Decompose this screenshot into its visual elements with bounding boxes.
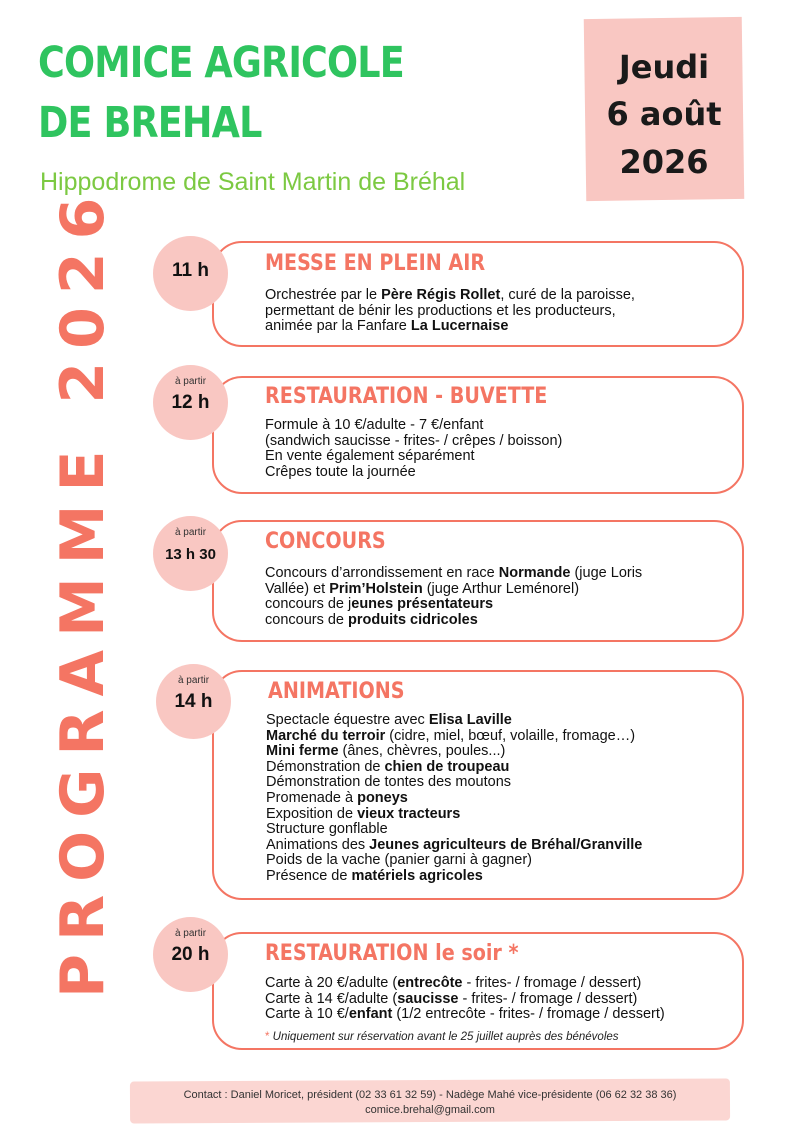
text: (sandwich saucisse - frites- / crêpes / boisson) <box>265 432 563 449</box>
text: Crêpes toute la journée <box>265 463 416 480</box>
bold-text: Prim’Holstein <box>329 580 423 597</box>
text: Présence de <box>266 867 352 884</box>
description-line <box>265 992 665 1008</box>
reservation-note <box>265 1031 619 1043</box>
bold-text: entrecôte <box>397 975 463 991</box>
time-prefix: à partir <box>174 928 207 939</box>
text: Carte à 10 €/ <box>265 1006 349 1023</box>
text: Démonstration de <box>266 758 385 775</box>
description-line <box>265 418 562 434</box>
time-prefix: à partir <box>174 527 207 538</box>
text: (juge Arthur Leménorel) <box>422 580 580 597</box>
bold-text: chien de troupeau <box>384 758 510 775</box>
text: concours de <box>265 611 349 628</box>
bold-text: Jeunes agriculteurs de Bréhal/Granville <box>369 836 643 853</box>
bold-text: matériels agricoles <box>351 867 483 884</box>
event-description <box>265 418 562 480</box>
event-description <box>265 976 665 1023</box>
date-day: Jeudi <box>618 48 710 86</box>
description-line <box>266 713 642 729</box>
description-line <box>266 775 642 791</box>
bold-text: eunes présentateurs <box>351 596 494 613</box>
bold-text: Marché du terroir <box>266 727 386 744</box>
text: Carte à 20 €/adulte ( <box>265 975 398 991</box>
time-circle-messe <box>153 236 228 311</box>
event-title-star: * <box>501 941 519 966</box>
time-prefix: à partir <box>174 376 207 387</box>
text: (cidre, miel, bœuf, volaille, fromage…) <box>385 727 636 744</box>
description-line <box>265 304 635 320</box>
text: - frites- / fromage / dessert) <box>458 990 638 1007</box>
bold-text: Père Régis Rollet <box>381 287 501 303</box>
description-line <box>266 822 642 838</box>
text: Spectacle équestre avec <box>266 712 429 728</box>
event-title <box>265 941 519 966</box>
footer-band <box>130 1078 730 1123</box>
venue-subtitle: Hippodrome de Saint Martin de Bréhal <box>40 168 466 196</box>
page-title-line1: COMICE AGRICOLE <box>38 38 404 88</box>
text: Vallée) et <box>265 580 330 597</box>
text: (1/2 entrecôte - frites- / fromage / dessert) <box>392 1006 665 1023</box>
description-line <box>265 319 635 335</box>
note-asterisk: * <box>265 1031 270 1043</box>
footer-email[interactable]: comice.brehal@gmail.com <box>365 1104 495 1116</box>
description-line <box>265 465 562 481</box>
description-line <box>265 582 642 598</box>
bold-text: Mini ferme <box>266 743 339 760</box>
text: (ânes, chèvres, poules...) <box>338 743 506 760</box>
text: Structure gonflable <box>266 821 388 838</box>
description-line <box>265 597 642 613</box>
bold-text: Normande <box>498 565 571 581</box>
event-description <box>265 566 642 628</box>
date-year: 2026 <box>619 143 709 181</box>
description-line <box>265 288 635 304</box>
text: , curé de la paroisse, <box>500 287 635 303</box>
footer-contact: Contact : Daniel Moricet, président (02 33 61 32 59) - Nadège Mahé vice-présidente (06 62 32 38 36) <box>183 1089 677 1101</box>
time-circle-animations <box>156 664 231 739</box>
description-line <box>265 976 665 992</box>
bold-text: poneys <box>357 789 408 806</box>
description-line <box>266 791 642 807</box>
event-description <box>265 288 635 335</box>
event-title: ANIMATIONS <box>268 679 405 704</box>
description-line <box>265 613 642 629</box>
time-circle-restauration <box>153 365 228 440</box>
vertical-programme-title: PROGRAMME 2026 <box>48 184 118 998</box>
description-line <box>265 1007 665 1023</box>
time-circle-restauration-soir <box>153 917 228 992</box>
description-line <box>266 869 642 885</box>
time-label: 14 h <box>174 691 213 712</box>
time-label: 13 h 30 <box>165 546 216 563</box>
text: Animations des <box>266 836 370 853</box>
description-line <box>266 807 642 823</box>
date-date: 6 août <box>606 95 722 133</box>
description-line <box>266 760 642 776</box>
event-title: CONCOURS <box>265 529 386 554</box>
text: Promenade à <box>266 789 358 806</box>
text: concours de j <box>265 596 352 613</box>
text: En vente également séparément <box>265 448 475 465</box>
description-line <box>266 744 642 760</box>
page-title-line2: DE BREHAL <box>38 98 262 148</box>
text: Poids de la vache (panier garni à gagner) <box>266 852 532 869</box>
description-line <box>266 838 642 854</box>
text: - frites- / fromage / dessert) <box>462 975 642 991</box>
description-line <box>265 566 642 582</box>
time-label: 20 h <box>171 944 210 965</box>
bold-text: La Lucernaise <box>410 318 509 335</box>
text: animée par la Fanfare <box>265 318 411 335</box>
text: (juge Loris <box>570 565 643 581</box>
description-line <box>265 449 562 465</box>
time-prefix: à partir <box>177 675 210 686</box>
bold-text: enfant <box>348 1006 393 1023</box>
event-title-text: RESTAURATION le soir <box>265 941 502 966</box>
note-text: Uniquement sur réservation avant le 25 juillet auprès des bénévoles <box>269 1031 619 1043</box>
text: Formule à 10 €/adulte - 7 €/enfant <box>265 417 484 433</box>
text: Exposition de <box>266 805 358 822</box>
bold-text: produits cidricoles <box>348 611 478 628</box>
time-label: 11 h <box>172 260 209 281</box>
event-title: RESTAURATION - BUVETTE <box>265 384 548 409</box>
text: Carte à 14 €/adulte ( <box>265 990 398 1007</box>
bold-text: vieux tracteurs <box>357 805 461 822</box>
time-label: 12 h <box>171 392 210 413</box>
bold-text: saucisse <box>397 990 459 1007</box>
text: Orchestrée par le <box>265 287 382 303</box>
event-title: MESSE EN PLEIN AIR <box>265 251 486 276</box>
description-line <box>266 729 642 745</box>
bold-text: Elisa Laville <box>428 712 512 728</box>
text: permettant de bénir les productions et les producteurs, <box>265 302 616 319</box>
description-line <box>265 434 562 450</box>
text: Démonstration de tontes des moutons <box>266 774 512 791</box>
time-circle-concours <box>153 516 228 591</box>
event-description <box>266 713 642 885</box>
description-line <box>266 853 642 869</box>
text: Concours d’arrondissement en race <box>265 565 499 581</box>
